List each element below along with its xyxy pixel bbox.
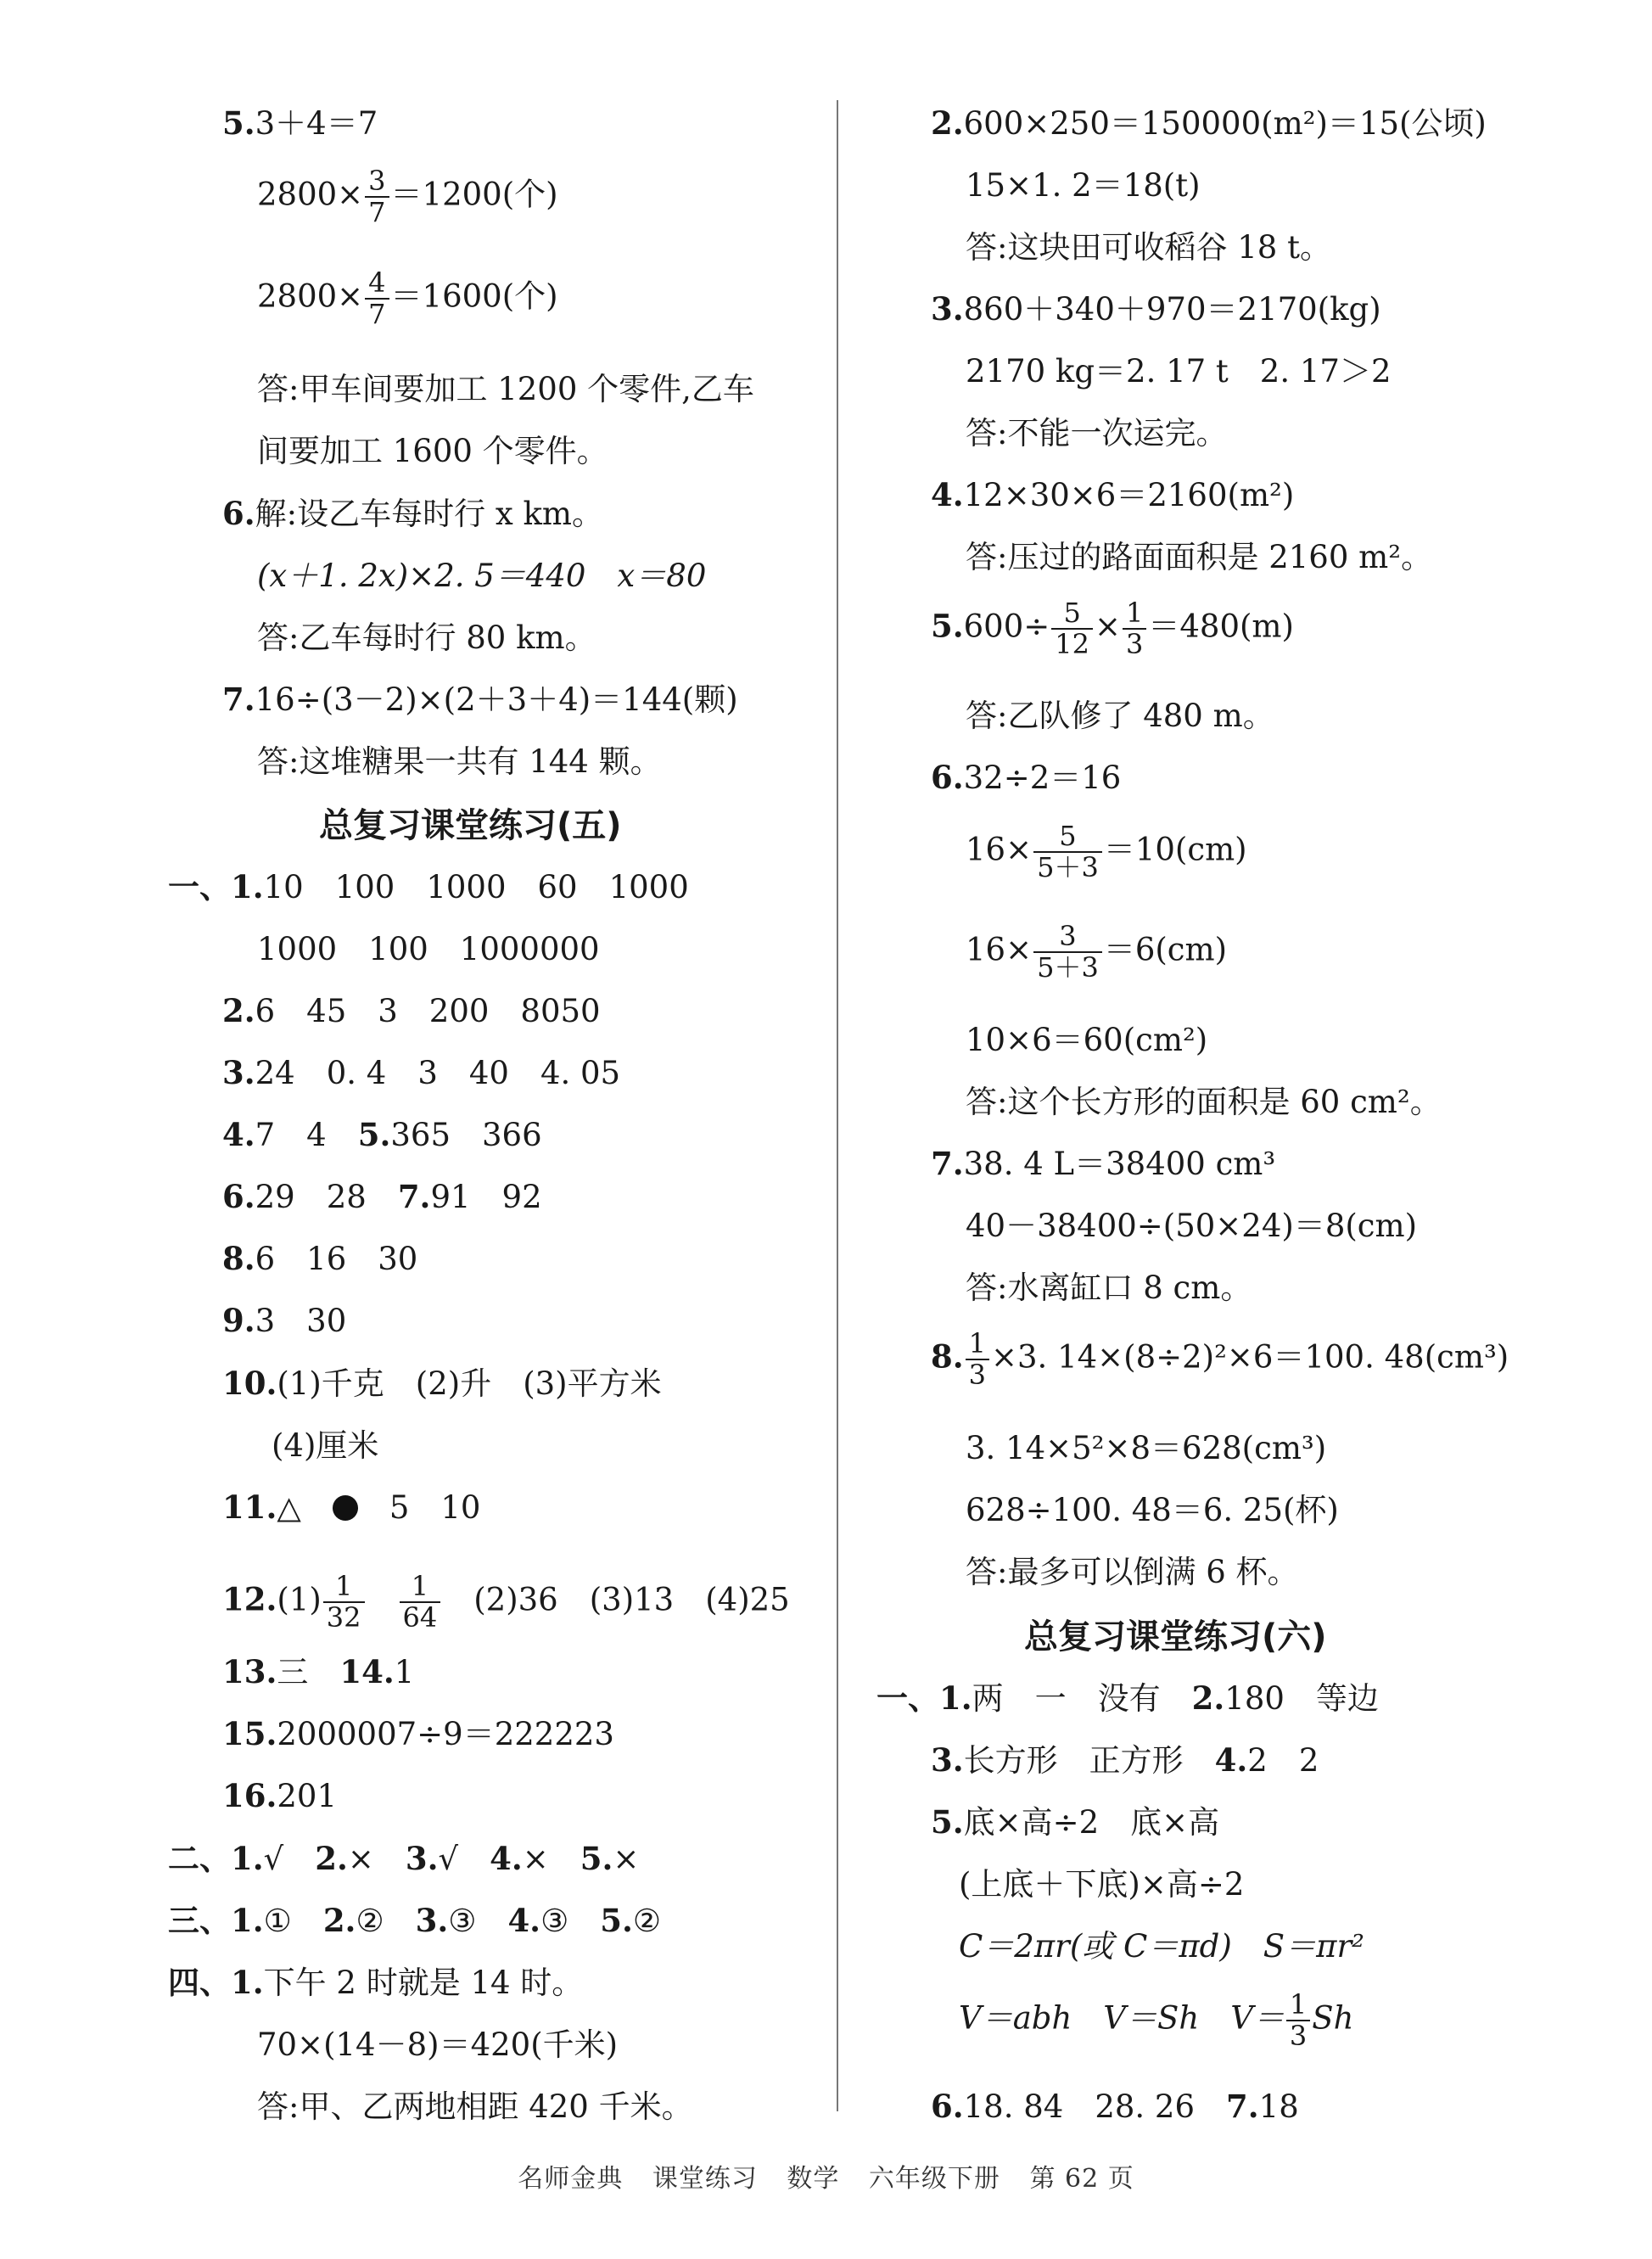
right-s1-q5-c: C＝2πr(或 C＝πd) S＝πr²: [959, 1928, 1364, 1965]
right-q7-b: 40－38400÷(50×24)＝8(cm): [966, 1208, 1418, 1244]
left-q5-answer-1: 答:甲车间要加工 1200 个零件,乙车: [257, 371, 754, 407]
right-q6-answer: 答:这个长方形的面积是 60 cm²。: [966, 1084, 1442, 1120]
footer-series: 课堂练习: [652, 2164, 758, 2194]
footer-brand: 名师金典: [518, 2164, 624, 2194]
right-s1-q6: 6.18. 84 28. 26 7.18: [931, 2088, 1299, 2125]
right-q3-answer: 答:不能一次运完。: [966, 415, 1228, 451]
left-s1-q15: 15.2000007÷9＝222223: [222, 1715, 614, 1752]
right-q6-b: 16× $\frac{3}{5+3}$ ＝6(cm): [966, 920, 1228, 984]
left-q5-line-a: 2800× $\frac{3}{7}$ ＝1200(个): [257, 165, 558, 229]
left-s1-q2: 2.6 45 3 200 8050: [222, 992, 601, 1029]
footer-grade: 六年级下册: [868, 2164, 1000, 2194]
filled-circle-icon: [333, 1495, 358, 1521]
right-q3-b: 2170 kg＝2. 17 t 2. 17＞2: [966, 353, 1392, 390]
right-q6-c: 10×6＝60(cm²): [966, 1022, 1208, 1058]
left-s2: 二、1.√ 2.× 3.√ 4.× 5.×: [168, 1840, 640, 1877]
right-q7: 7.38. 4 L＝38400 cm³: [931, 1145, 1276, 1182]
left-q7-answer: 答:这堆糖果一共有 144 颗。: [257, 743, 662, 780]
left-q6-answer: 答:乙车每时行 80 km。: [257, 619, 596, 656]
fraction: $\frac{1}{3}$: [1286, 1990, 1310, 2051]
right-s1-q1: 一、1.两 一 没有 2.180 等边: [876, 1679, 1379, 1717]
left-s3: 三、1.① 2.② 3.③ 4.③ 5.②: [168, 1902, 662, 1939]
fraction: $\frac{3}{7}$: [365, 166, 389, 227]
left-q5-answer-2: 间要加工 1600 个零件。: [257, 433, 608, 469]
right-s1-q5-d: V＝abh V＝Sh V＝ $\frac{1}{3}$ Sh: [959, 1988, 1354, 2053]
fraction: $\frac{3}{5+3}$: [1033, 922, 1102, 983]
right-q3: 3.860＋340＋970＝2170(kg): [931, 290, 1381, 328]
footer-subject: 数学: [787, 2164, 840, 2194]
left-s1-q8: 8.6 16 30: [222, 1240, 418, 1277]
right-q5-answer: 答:乙队修了 480 m。: [966, 698, 1274, 734]
fraction: $\frac{1}{32}$: [323, 1572, 365, 1633]
right-q8-b: 3. 14×5²×8＝628(cm³): [966, 1430, 1327, 1466]
left-s1-q12: 12.(1) $\frac{1}{32}$ $\frac{1}{64}$ (2)36 (3)13 (4)25: [222, 1570, 790, 1634]
column-divider: [837, 100, 838, 2111]
left-s4-q1-b: 70×(14－8)＝420(千米): [257, 2026, 619, 2063]
left-q5-line-b: 2800× $\frac{4}{7}$ ＝1600(个): [257, 266, 558, 331]
right-s1-q3: 3.长方形 正方形 4.2 2: [931, 1741, 1319, 1779]
left-s4-q1-answer: 答:甲、乙两地相距 420 千米。: [257, 2088, 693, 2125]
left-q6-equation: (x＋1. 2x)×2. 5＝440 x＝80: [257, 558, 707, 594]
left-s1-q10: 10.(1)千克 (2)升 (3)平方米: [222, 1365, 662, 1402]
right-q8: 8. $\frac{1}{3}$ ×3. 14×(8÷2)²×6＝100. 48(cm³): [931, 1327, 1509, 1392]
left-q5: 5.3＋4＝7: [222, 104, 378, 142]
right-q5: 5.600÷ $\frac{5}{12}$ × $\frac{1}{3}$ ＝480(m): [931, 597, 1294, 661]
left-s1-q1: 一、1.10 100 1000 60 1000: [168, 868, 689, 905]
fraction: $\frac{5}{12}$: [1051, 598, 1093, 659]
right-q2-b: 15×1. 2＝18(t): [966, 167, 1201, 204]
left-s1-q13: 13.三 14.1: [222, 1653, 415, 1690]
footer-page-number: 第 62 页: [1029, 2164, 1134, 2194]
section-heading-6: 总复习课堂练习(六): [1024, 1617, 1327, 1656]
left-q7: 7.16÷(3－2)×(2＋3＋4)＝144(颗): [222, 681, 738, 718]
right-q8-c: 628÷100. 48＝6. 25(杯): [966, 1492, 1339, 1528]
right-q7-answer: 答:水离缸口 8 cm。: [966, 1270, 1252, 1306]
left-s1-q10-b: (4)厘米: [272, 1427, 379, 1464]
right-q4: 4.12×30×6＝2160(m²): [931, 476, 1295, 513]
right-q6-a: 16× $\frac{5}{5+3}$ ＝10(cm): [966, 820, 1247, 884]
right-s1-q5-b: (上底＋下底)×高÷2: [959, 1866, 1245, 1903]
fraction: $\frac{4}{7}$: [365, 268, 389, 329]
right-q4-answer: 答:压过的路面面积是 2160 m²。: [966, 539, 1433, 575]
left-s1-q11: 11.△ 5 10: [222, 1488, 481, 1526]
section-heading-5: 总复习课堂练习(五): [319, 806, 622, 845]
right-q2-answer: 答:这块田可收稻谷 18 t。: [966, 229, 1331, 266]
left-s1-q6: 6.29 28 7.91 92: [222, 1178, 542, 1215]
right-q2: 2.600×250＝150000(m²)＝15(公顷): [931, 104, 1487, 142]
fraction: $\frac{5}{5+3}$: [1033, 821, 1102, 883]
page-footer: [0, 2157, 1652, 2195]
left-s1-q4: 4.7 4 5.365 366: [222, 1116, 542, 1153]
left-s1-q1-b: 1000 100 1000000: [257, 931, 600, 967]
right-q8-answer: 答:最多可以倒满 6 杯。: [966, 1554, 1299, 1590]
right-s1-q5: 5.底×高÷2 底×高: [931, 1803, 1220, 1841]
right-q6: 6.32÷2＝16: [931, 759, 1122, 796]
left-q6: 6.解:设乙车每时行 x km。: [222, 495, 604, 532]
fraction: $\frac{1}{64}$: [400, 1572, 441, 1633]
left-s1-q9: 9.3 30: [222, 1302, 347, 1339]
fraction: $\frac{1}{3}$: [966, 1329, 989, 1390]
left-s1-q16: 16.201: [222, 1777, 337, 1814]
left-s1-q3: 3.24 0. 4 3 40 4. 05: [222, 1054, 621, 1091]
left-s4-q1: 四、1.下午 2 时就是 14 时。: [168, 1964, 584, 2001]
fraction: $\frac{1}{3}$: [1123, 598, 1146, 659]
